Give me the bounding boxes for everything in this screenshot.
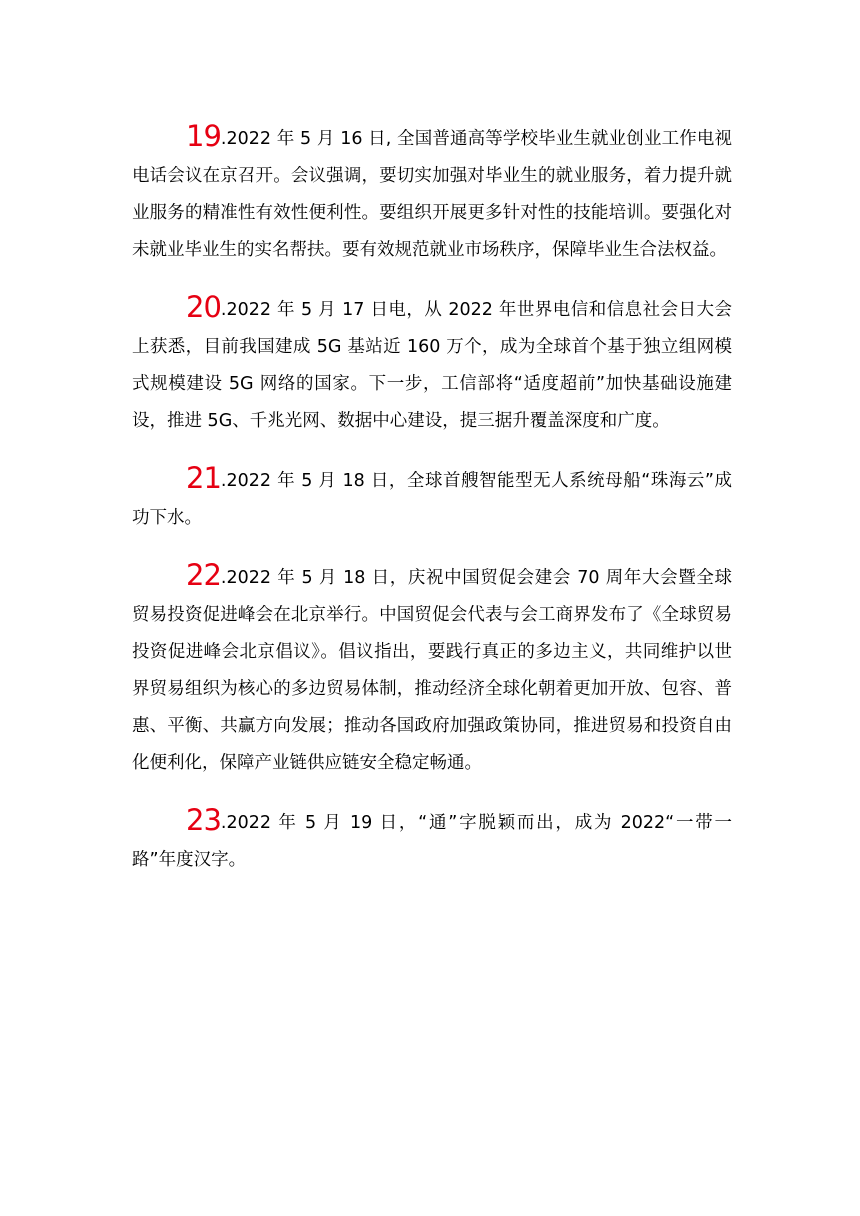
item-number: 19 xyxy=(186,119,221,153)
news-item-21 xyxy=(132,460,732,537)
item-text: .2022 年 5 月 18 日，庆祝中国贸促会建会 70 周年大会暨全球贸易投资促进峰会在北京举行。中国贸促会代表与会工商界发布了《全球贸易投资促进峰会北京倡议》。倡议指出，要践行真正的多边主义，共同维护以世界贸易组织为核心的多边贸易体制，推动经济全球化朝着更加开放、包容、普惠、平衡、共赢方向发展；推动各国政府加强政策协同，推进贸易和投资自由化便利化，保障产业链供应链安全稳定畅通。 xyxy=(132,568,732,773)
document-body xyxy=(132,118,732,899)
item-text: .2022 年 5 月 16 日, 全国普通高等学校毕业生就业创业工作电视电话会议在京召开。会议强调，要切实加强对毕业生的就业服务，着力提升就业服务的精准性有效性便利性。要组织开展更多针对性的技能培训。要强化对未就业毕业生的实名帮扶。要有效规范就业市场秩序，保障毕业生合法权益。 xyxy=(132,129,732,260)
item-number: 20 xyxy=(186,290,221,324)
item-number: 22 xyxy=(186,558,221,592)
item-number: 23 xyxy=(186,803,221,837)
item-text: .2022 年 5 月 17 日电，从 2022 年世界电信和信息社会日大会上获悉，目前我国建成 5G 基站近 160 万个，成为全球首个基于独立组网模式规模建设 5G 网络的国家。下一步，工信部将“适度超前”加快基础设施建设，推进 5G、千兆光网、数据中心建设，提三据升覆盖深度和广度。 xyxy=(132,300,732,431)
item-number: 21 xyxy=(186,461,221,495)
news-item-19 xyxy=(132,118,732,269)
news-item-22 xyxy=(132,557,732,782)
item-text: .2022 年 5 月 19 日，“通”字脱颖而出，成为 2022“一带一路”年度汉字。 xyxy=(132,813,732,870)
item-text: .2022 年 5 月 18 日，全球首艘智能型无人系统母船“珠海云”成功下水。 xyxy=(132,471,732,528)
news-item-23 xyxy=(132,802,732,879)
news-item-20 xyxy=(132,289,732,440)
